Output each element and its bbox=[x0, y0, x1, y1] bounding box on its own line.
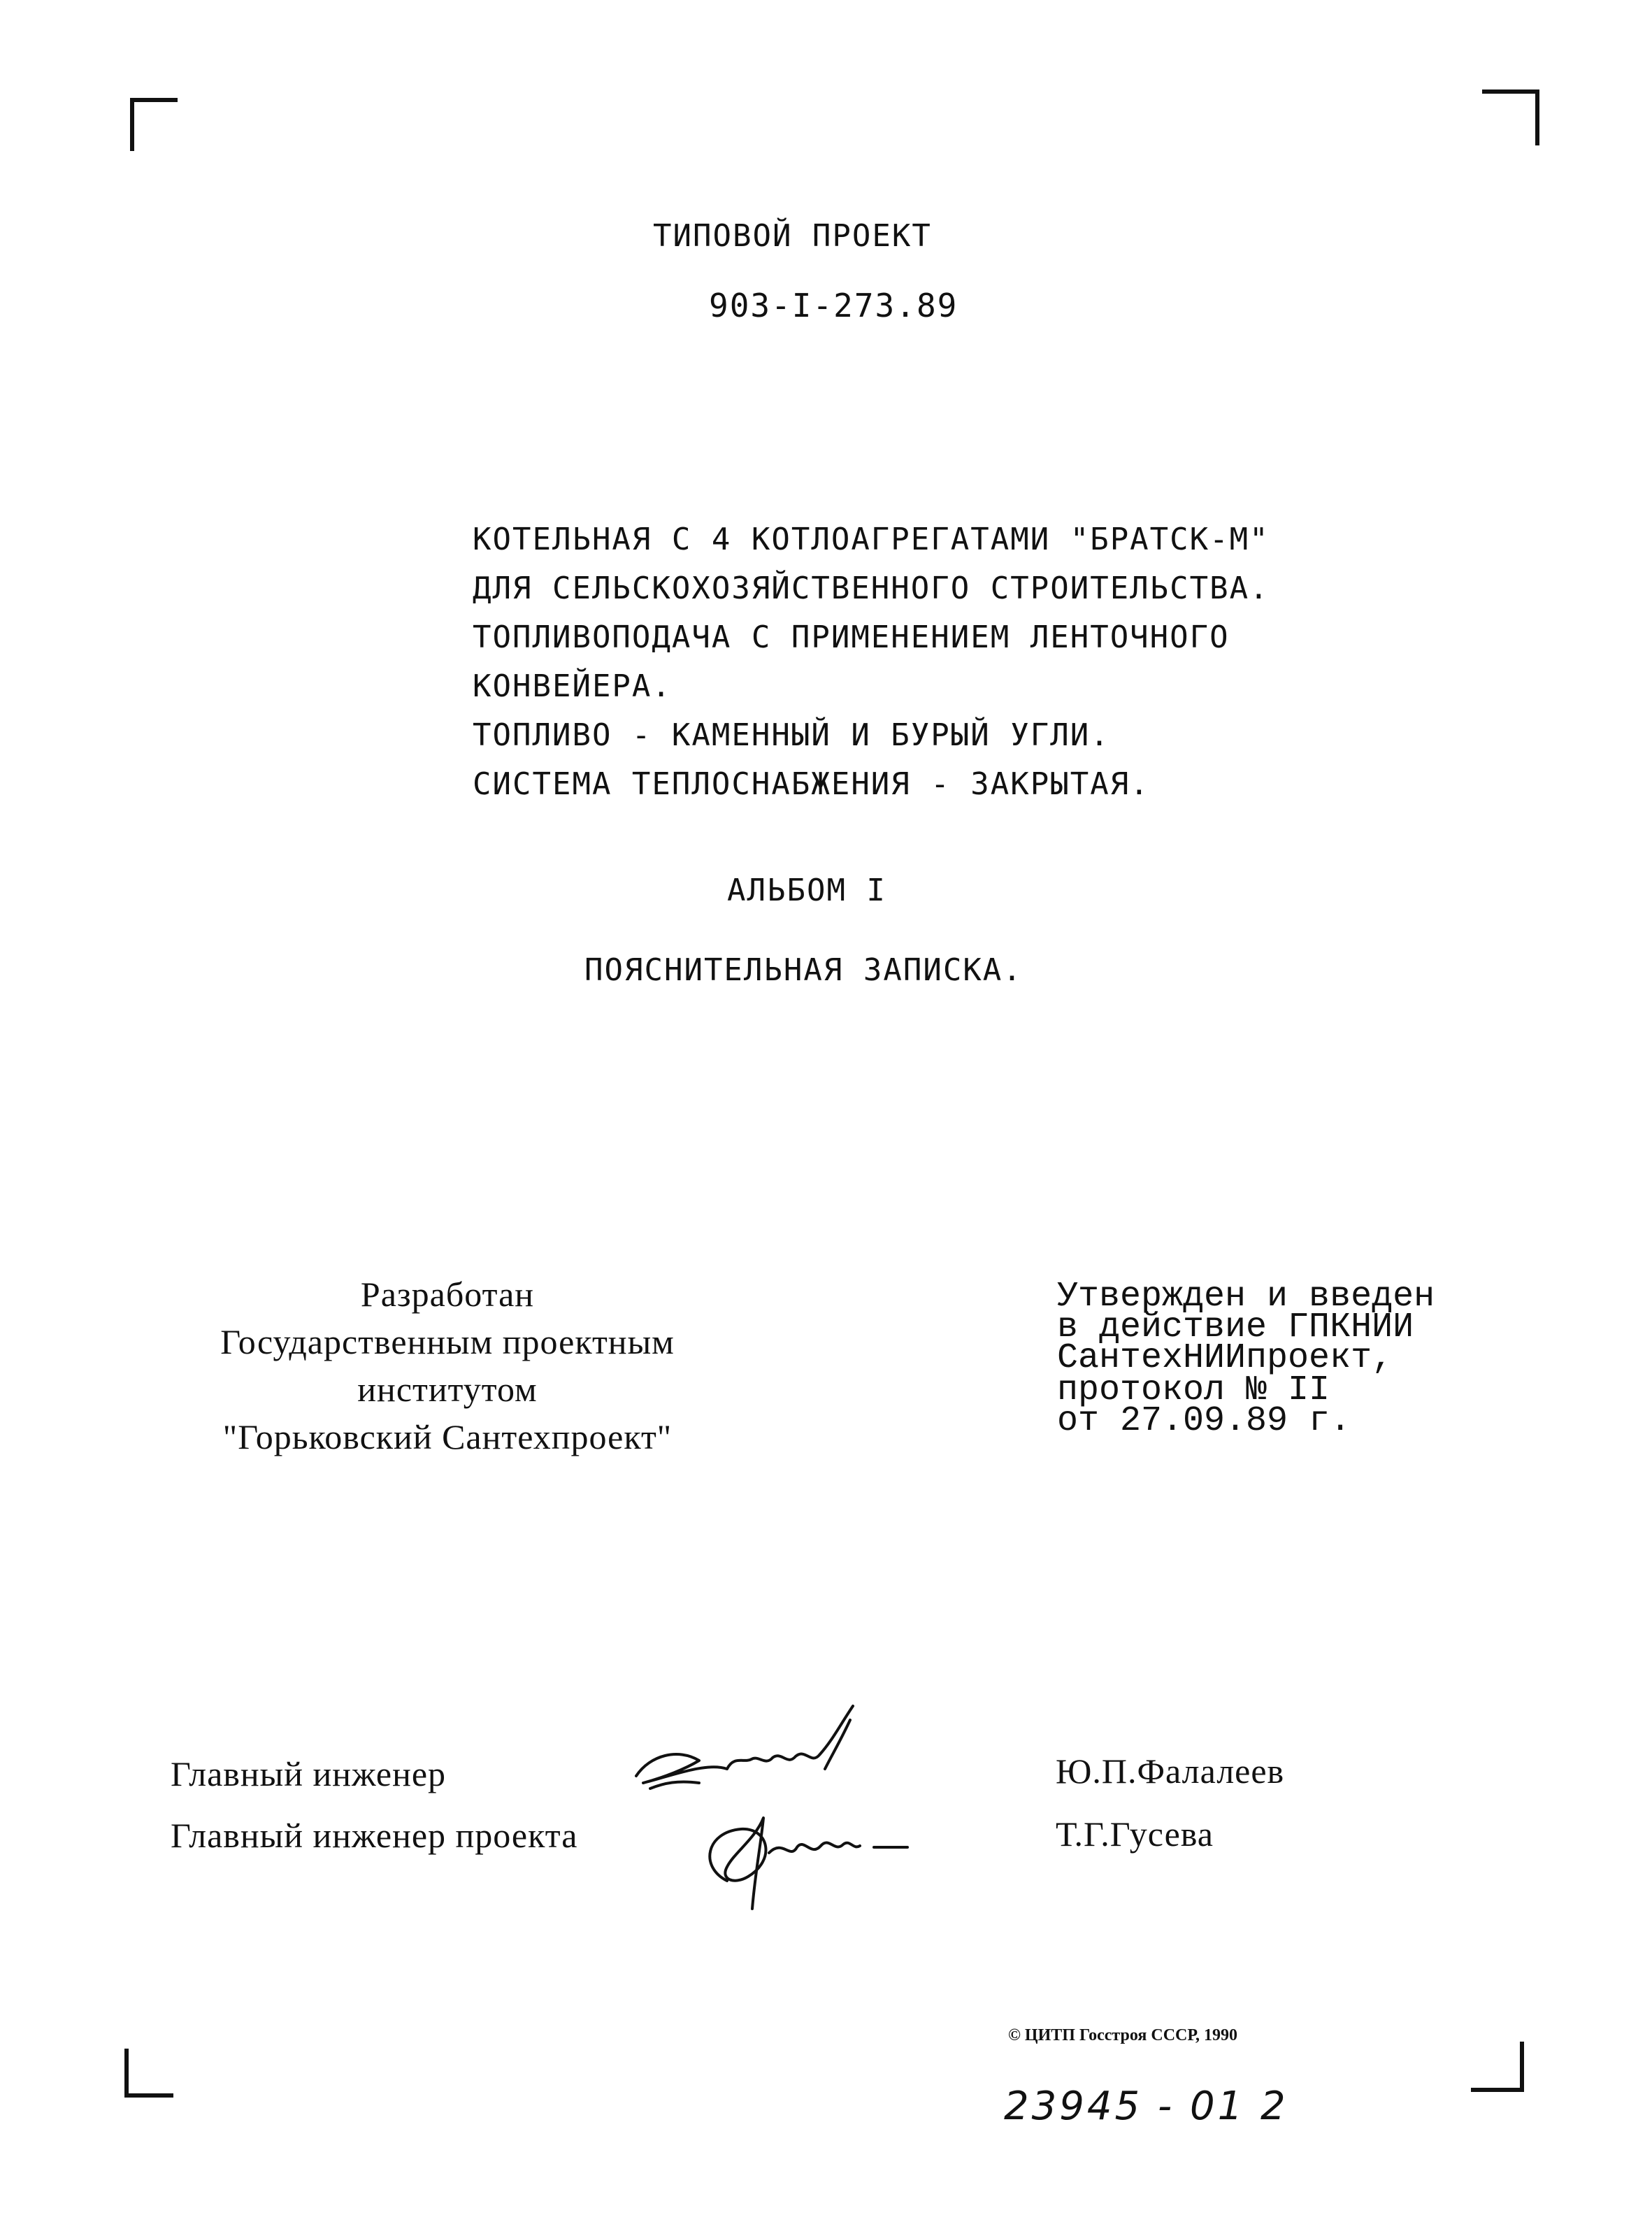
approval-line: Утвержден и введен bbox=[1057, 1277, 1435, 1317]
developer-line: Разработан bbox=[360, 1275, 535, 1314]
crop-mark-bottom-left bbox=[124, 2049, 173, 2098]
signatory-name-guseva: Т.Г.Гусева bbox=[1056, 1814, 1214, 1854]
approval-line: протокол № II bbox=[1057, 1370, 1330, 1410]
approval-line: в действие ГПКНИИ bbox=[1057, 1307, 1414, 1347]
signature-role-chief-engineer: Главный инженер bbox=[171, 1754, 447, 1793]
crop-mark-top-right bbox=[1482, 89, 1539, 145]
developer-line: Государственным проектным bbox=[220, 1322, 675, 1361]
title-line: КОТЕЛЬНАЯ С 4 КОТЛОАГРЕГАТАМИ "БРАТСК-М" bbox=[473, 522, 1270, 557]
title-line: КОНВЕЙЕРА. bbox=[473, 668, 672, 704]
archive-number: 23945 - 01 2 bbox=[1004, 2084, 1288, 2129]
developer-line: "Горьковский Сантехпроект" bbox=[222, 1417, 673, 1456]
title-block bbox=[473, 524, 1381, 818]
project-number: 903-I-273.89 bbox=[709, 287, 958, 324]
album-label: АЛЬБОМ I bbox=[727, 873, 886, 908]
approval-line: СантехНИИпроект, bbox=[1057, 1338, 1393, 1378]
document-subtitle: ПОЯСНИТЕЛЬНАЯ ЗАПИСКА. bbox=[584, 952, 1023, 988]
approval-line: от 27.09.89 г. bbox=[1057, 1401, 1351, 1441]
signature-role-chief-project-engineer: Главный инженер проекта bbox=[171, 1816, 578, 1855]
title-line: ДЛЯ СЕЛЬСКОХОЗЯЙСТВЕННОГО СТРОИТЕЛЬСТВА. bbox=[473, 571, 1270, 606]
project-type-label: ТИПОВОЙ ПРОЕКТ bbox=[653, 218, 932, 254]
title-line: ТОПЛИВО - КАМЕННЫЙ И БУРЫЙ УГЛИ. bbox=[473, 717, 1110, 753]
crop-mark-bottom-right bbox=[1471, 2042, 1524, 2092]
copyright-notice: © ЦИТП Госстроя СССР, 1990 bbox=[1008, 2026, 1238, 2044]
crop-mark-top-left bbox=[130, 98, 178, 151]
signature-guseva-icon bbox=[685, 1804, 923, 1916]
developer-block bbox=[175, 1277, 720, 1458]
title-line: ТОПЛИВОПОДАЧА С ПРИМЕНЕНИЕМ ЛЕНТОЧНОГО bbox=[473, 619, 1230, 655]
developer-line: институтом bbox=[357, 1370, 538, 1409]
approval-block bbox=[1057, 1277, 1449, 1454]
signatory-name-falaleev: Ю.П.Фалалеев bbox=[1056, 1751, 1285, 1791]
title-line: СИСТЕМА ТЕПЛОСНАБЖЕНИЯ - ЗАКРЫТАЯ. bbox=[473, 766, 1150, 802]
